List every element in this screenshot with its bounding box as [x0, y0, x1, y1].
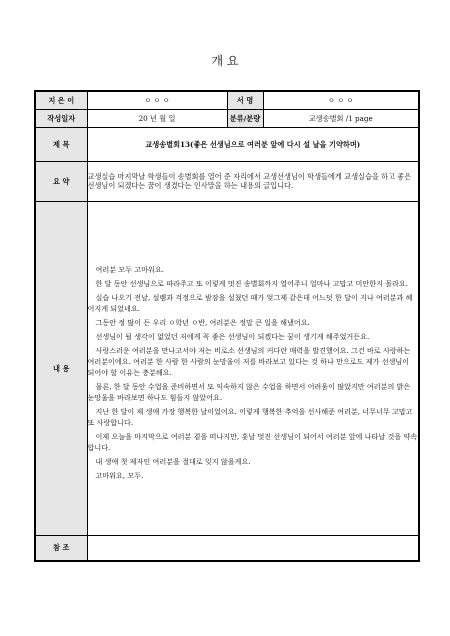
subject-row — [35, 127, 419, 161]
content-row — [35, 201, 419, 535]
content-label: 내 용 — [35, 201, 87, 535]
content-paragraph: 지난 한 달이 제 생애 가장 행복한 날이었어요. 이렇게 행복한 추억을 선사해준 여러분, 너무너무 고맙고 또 사랑합니다. — [87, 406, 413, 427]
sign-label: 서 명 — [227, 91, 263, 109]
date-label: 작성일자 — [35, 109, 87, 127]
page-title: 개 요 — [211, 54, 239, 68]
content-paragraph: 사랑스러운 여러분을 만나고서야 저는 비로소 선생님의 커다란 매력을 발견했어요. 그건 바로 사랑하는 여러분이에요. 여러분 한 사람 한 사람의 눈망울이 저를 바라보고 있다는 것 하나 만으로도 제가 선생님이 되어야 할 이유는 충분해요. — [87, 346, 411, 377]
author-row — [35, 91, 419, 109]
date-row — [35, 109, 419, 127]
content-paragraph: 그동안 정 많이 든 우리 ㅇ학년 ㅇ반, 여러분은 정말 큰 일을 해냈어요. — [95, 318, 310, 328]
content-paragraph: 내 생애 첫 제자인 여러분을 절대로 잊지 않을게요. — [95, 456, 251, 466]
reference-value — [87, 535, 419, 561]
content-paragraph: 실습 나오기 전날, 설렘과 걱정으로 밤잠을 설쳤던 때가 엊그제 같은데 어느덧 한 달이 지나 여러분과 헤어지게 되었네요. — [87, 293, 413, 314]
subject-value: 교생송별회13(좋은 선생님으로 여러분 앞에 다시 설 날을 기약하며) — [87, 127, 419, 161]
reference-label: 참 조 — [35, 535, 87, 561]
summary-value: 교생실습 마지막날 학생들이 송별회를 열어 준 자리에서 교생선생님이 학생들에게 교생실습을 하고 좋은 선생님이 되겠다는 꿈이 생겼다는 인사말을 하는 내용의 글입니다. — [87, 161, 419, 201]
reference-row — [35, 535, 419, 561]
subject-label: 제 목 — [35, 127, 87, 161]
content-body — [87, 201, 419, 535]
content-paragraph: 물론, 한 달 동안 수업을 준비하면서 또 익숙하지 않은 수업을 하면서 어려움이 많았지만 여러분의 밝은 눈망울을 바라보면 하나도 힘들지 않았어요. — [87, 381, 411, 402]
content-paragraph: 고마워요, 모두. — [95, 470, 144, 480]
content-paragraph: 이제 오늘을 마지막으로 여러분 곁을 떠나지만, 훗날 멋진 선생님이 되어서 여러분 앞에 나타날 것을 약속합니다. — [87, 431, 418, 452]
summary-form-table — [34, 90, 420, 562]
author-label: 지 은 이 — [35, 91, 87, 109]
summary-row — [35, 161, 419, 201]
content-paragraph: 여러분 모두 고마워요. — [95, 265, 164, 275]
content-paragraph: 한 달 동안 선생님으로 따라주고 또 이렇게 멋진 송별회까지 열어주니 얼마나 고맙고 미안한지 몰라요. — [95, 279, 409, 289]
author-value: ㅇ ㅇ ㅇ — [87, 91, 227, 109]
category-value: 교생송별회 /1 page — [263, 109, 419, 127]
sign-value: ㅇ ㅇ ㅇ — [263, 91, 419, 109]
summary-label: 요 약 — [35, 161, 87, 201]
date-value: 20 년 월 일 — [87, 109, 227, 127]
content-paragraph: 선생님이 될 생각이 없었던 저에게 꼭 좋은 선생님이 되겠다는 꿈이 생기게 해주었거든요. — [95, 332, 370, 342]
category-label: 분류/분량 — [227, 109, 263, 127]
